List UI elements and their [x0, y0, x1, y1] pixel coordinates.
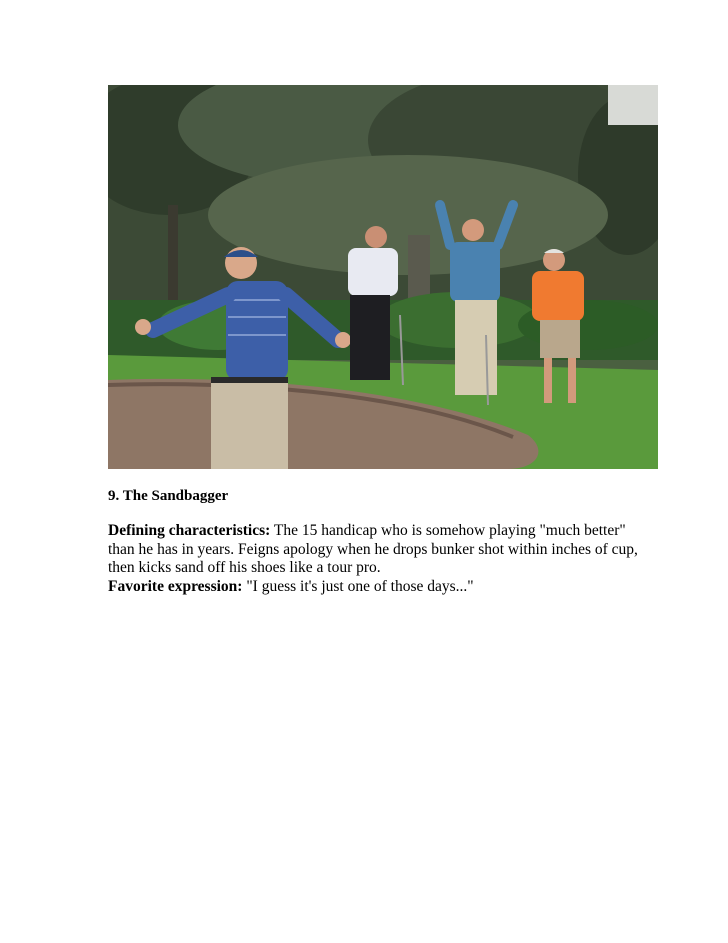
defining-label: Defining characteristics:: [108, 522, 271, 539]
defining-characteristics: [108, 522, 648, 578]
favorite-expression: [108, 578, 648, 597]
favorite-text: "I guess it's just one of those days...": [242, 577, 474, 595]
favorite-label: Favorite expression:: [108, 577, 243, 595]
section-heading: 9. The Sandbagger: [108, 488, 229, 504]
defining-text: The 15 handicap who is somehow playing "much better" than he has in years. Feigns apology when he drops bunker shot within inches of cup, then kicks sand off his shoes like a tour pro.: [108, 522, 638, 576]
golf-course-photo: [108, 85, 658, 469]
section-body: [108, 522, 648, 596]
photo-illustration: [108, 85, 658, 469]
